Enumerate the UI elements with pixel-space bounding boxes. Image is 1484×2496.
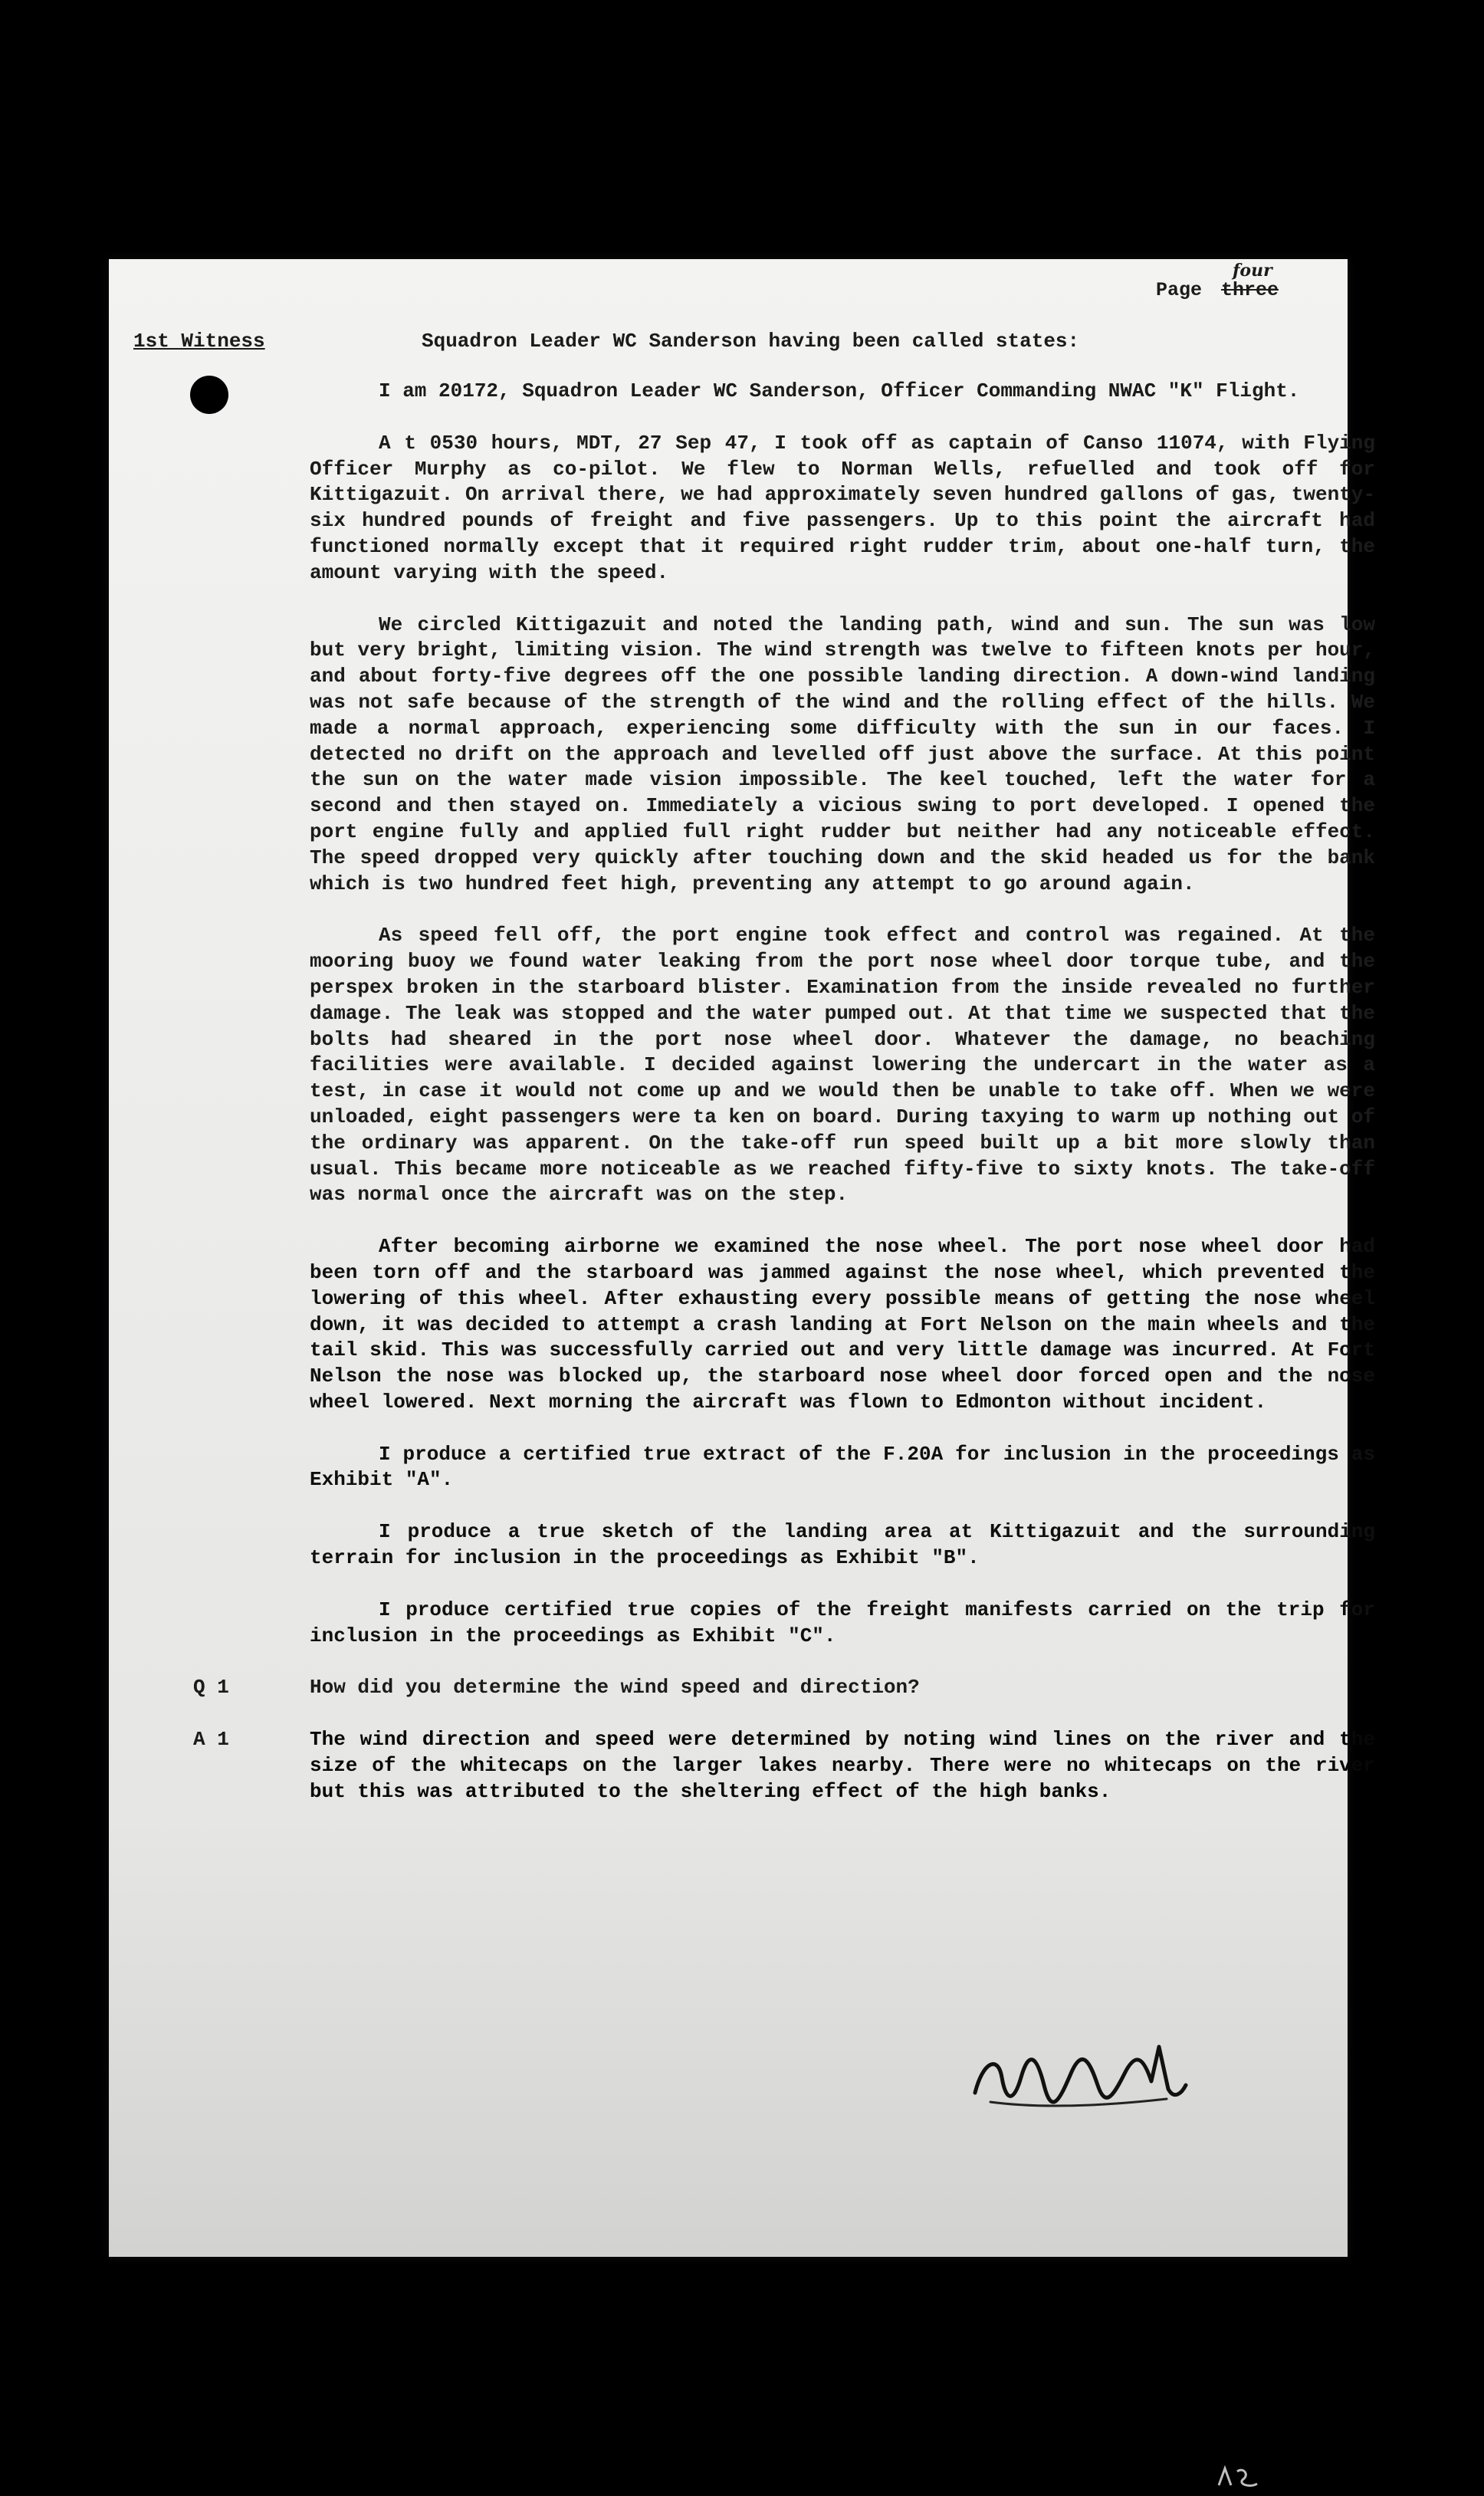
paragraph: I produce a true sketch of the landing area at Kittigazuit and the surrounding terrain for inclusion in the proceedings as Exhibit "B". bbox=[310, 1520, 1375, 1570]
answer-row bbox=[193, 1727, 1375, 1805]
paragraph: After becoming airborne we examined the nose wheel. The port nose wheel door had been torn off and the starboard was jammed against the nose wheel, which prevented the lowering of this wheel. After exhausting every possible means of getting the nose wheel down, it was decided to attempt a crash landing at Fort Nelson on the main wheels and the tail skid. This was successfully carried out and very little damage was incurred. At Fort Nelson the nose was blocked up, the starboard nose wheel door forced open and the nose wheel lowered. Next morning the aircraft was flown to Edmonton without incident. bbox=[310, 1235, 1375, 1414]
page-prefix: Page bbox=[1155, 279, 1202, 301]
testimony-header: Squadron Leader WC Sanderson having been called states: bbox=[422, 330, 1080, 353]
question-text: How did you determine the wind speed and direction? bbox=[310, 1676, 920, 1700]
punch-hole bbox=[190, 376, 228, 414]
paragraph: I produce certified true copies of the freight manifests carried on the trip for inclusion in the proceedings as Exhibit "C". bbox=[310, 1598, 1375, 1647]
paragraph: As speed fell off, the port engine took effect and control was regained. At the mooring buoy we found water leaking from the port nose wheel door torque tube, and the perspex broken in the starboard blister. Examination from the inside revealed no further damage. The leak was stopped and the water pumped out. At that time we suspected that the bolts had sheared in the port nose wheel door. Whatever the damage, no beaching facilities were available. I decided against lowering the undercart in the water as a test, in case it would not come up and we would then be unable to take off. When we were unloaded, eight passengers were ta ken on board. During taxying to warm up nothing out of the ordinary was apparent. On the take-off run speed built up a bit more slowly than usual. This became more noticeable as we reached fifty-five to sixty knots. The take-off was normal once the aircraft was on the step. bbox=[310, 924, 1375, 1207]
page-number-handwritten: four bbox=[1232, 261, 1272, 281]
testimony-body bbox=[193, 379, 1375, 1831]
answer-text: The wind direction and speed were determined by noting wind lines on the river and the size of the whitecaps on the larger lakes nearby. There were no whitecaps on the river but this was attributed to the sheltering effect of the high banks. bbox=[310, 1728, 1375, 1803]
signature-scribble bbox=[967, 2031, 1190, 2116]
page-number-label bbox=[1155, 261, 1279, 301]
document-page bbox=[109, 259, 1375, 2257]
paragraph: A t 0530 hours, MDT, 27 Sep 47, I took off as captain of Canso 11074, with Flying Officer Murphy as co-pilot. We flew to Norman Wells, refuelled and took off for Kittigazuit. On arrival there, we had approximately seven hundred gallons of gas, twenty-six hundred pounds of freight and five passengers. Up to this point the aircraft had functioned normally except that it required right rudder trim, about one-half turn, the amount varying with the speed. bbox=[310, 431, 1375, 584]
witness-label: 1st Witness bbox=[133, 330, 265, 353]
paragraph: I am 20172, Squadron Leader WC Sanderson, Officer Commanding NWAC "K" Flight. bbox=[379, 379, 1300, 402]
corner-scan-mark bbox=[1216, 2464, 1262, 2490]
paragraph: We circled Kittigazuit and noted the landing path, wind and sun. The sun was low but very bright, limiting vision. The wind strength was twelve to fifteen knots per hour, and about forty-five degrees off the one possible landing direction. A down-wind landing was not safe because of the strength of the wind and the rolling effect of the hills. We made a normal approach, experiencing some difficulty with the sun in our faces. I detected no drift on the approach and levelled off just above the surface. At this point the sun on the water made vision impossible. The keel touched, left the water for a second and then stayed on. Immediately a vicious swing to port developed. I opened the port engine fully and applied full right rudder but neither had any noticeable effect. The speed dropped very quickly after touching down and the skid headed us for the bank which is two hundred feet high, preventing any attempt to go around again. bbox=[310, 613, 1375, 895]
question-row bbox=[193, 1675, 1375, 1701]
answer-label: A 1 bbox=[193, 1728, 229, 1752]
question-label: Q 1 bbox=[193, 1676, 229, 1700]
page-number-struck: three bbox=[1220, 279, 1279, 301]
paragraph: I produce a certified true extract of the F.20A for inclusion in the proceedings as Exhibit "A". bbox=[310, 1442, 1375, 1492]
